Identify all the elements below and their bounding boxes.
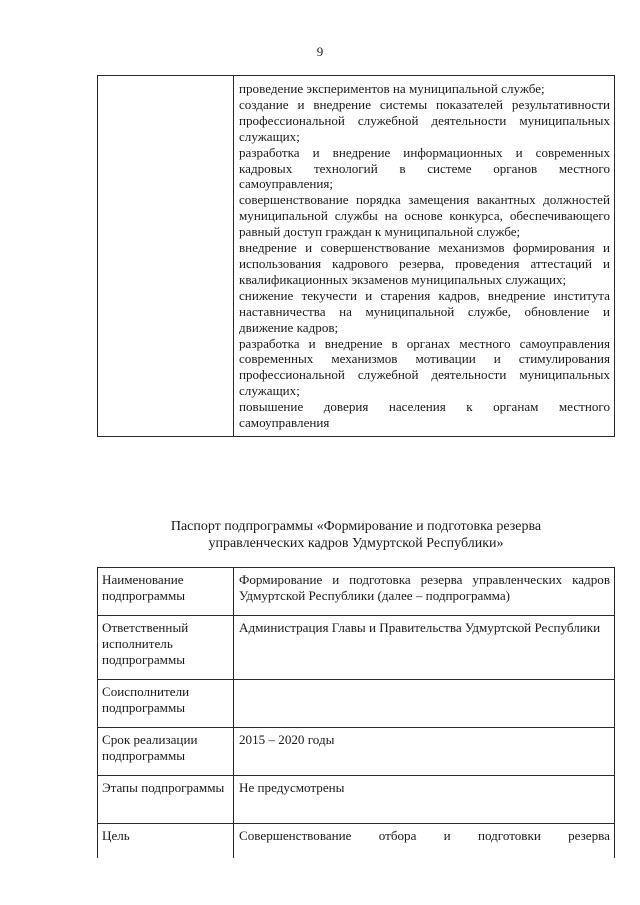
row-label: Цель <box>98 824 234 858</box>
row-value: 2015 – 2020 годы <box>234 728 615 776</box>
list-item: повышение доверия населения к органам местного самоуправления <box>239 399 610 431</box>
list-item: создание и внедрение системы показателей результативности профессиональной служебной деятельности муниципальных служащих; <box>239 96 610 144</box>
table-row <box>98 728 615 776</box>
table-cell-task-list <box>234 76 615 437</box>
section-title <box>97 518 615 552</box>
row-value: Совершенствование отбора и подготовки резерва <box>234 824 615 858</box>
list-item: снижение текучести и старения кадров, внедрение института наставничества на муниципальной службе, обновление и движение кадров; <box>239 287 610 335</box>
table-row <box>98 824 615 858</box>
list-item: совершенствование порядка замещения вакантных должностей муниципальной службы на основе конкурса, обеспечивающего равный доступ граждан к муниципальной службе; <box>239 192 610 240</box>
section-title-line: управленческих кадров Удмуртской Республики» <box>208 536 504 551</box>
row-label: Срок реализации подпрограммы <box>98 728 234 776</box>
table-row <box>98 568 615 616</box>
table-cell-empty <box>98 76 234 437</box>
page-number: 9 <box>316 44 324 59</box>
table-row <box>98 776 615 824</box>
table-row <box>98 76 615 437</box>
row-label: Этапы подпрограммы <box>98 776 234 824</box>
list-item: проведение экспериментов на муниципальной службе; <box>239 81 545 96</box>
row-label: Соисполнители подпрограммы <box>98 680 234 728</box>
row-value: Формирование и подготовка резерва управленческих кадров Удмуртской Республики (далее – подпрограмма) <box>234 568 615 616</box>
row-value <box>234 680 615 728</box>
section-title-line: Паспорт подпрограммы «Формирование и подготовка резерва <box>170 519 542 534</box>
list-item: разработка и внедрение информационных и современных кадровых технологий в системе органов местного самоуправления; <box>239 144 610 192</box>
continuation-table <box>97 75 615 437</box>
row-value: Не предусмотрены <box>234 776 615 824</box>
list-item: внедрение и совершенствование механизмов формирования и использования кадрового резерва, проведения аттестаций и квалификационных экзаменов муниципальных служащих; <box>239 240 610 287</box>
passport-table <box>97 567 615 858</box>
row-label: Ответственный исполнитель подпрограммы <box>98 616 234 680</box>
table-row <box>98 680 615 728</box>
row-value: Администрация Главы и Правительства Удмуртской Республики <box>234 616 615 680</box>
row-label: Наименование подпрограммы <box>98 568 234 616</box>
list-item: разработка и внедрение в органах местного самоуправления современных механизмов мотивации и стимулирования профессиональной служебной деятельности муниципальных служащих; <box>239 335 610 399</box>
table-row <box>98 616 615 680</box>
